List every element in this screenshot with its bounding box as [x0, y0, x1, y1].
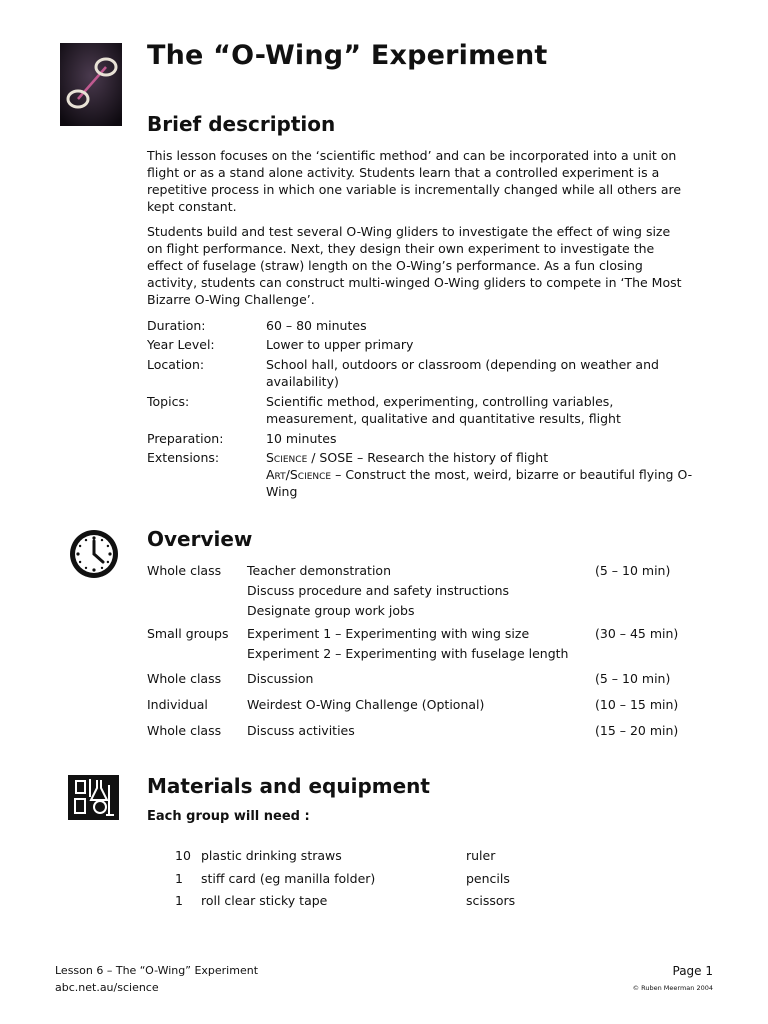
- page-title: The “O-Wing” Experiment: [147, 40, 548, 71]
- detail-label: Preparation:: [147, 431, 224, 446]
- overview-activity: Discussion: [247, 671, 314, 686]
- extension-line: [266, 450, 548, 465]
- detail-label: Year Level:: [147, 337, 215, 352]
- o-wing-photo-icon: [60, 43, 122, 126]
- overview-activity: Experiment 2 – Experimenting with fuselage length: [247, 646, 569, 661]
- footer-copyright: © Ruben Meerman 2004: [632, 984, 713, 992]
- material-other: scissors: [466, 893, 516, 908]
- material-item: plastic drinking straws: [201, 848, 342, 863]
- detail-label: Extensions:: [147, 450, 220, 465]
- overview-time: (5 – 10 min): [595, 671, 671, 686]
- overview-time: (10 – 15 min): [595, 697, 679, 712]
- overview-time: (5 – 10 min): [595, 563, 671, 578]
- material-item: stiff card (eg manilla folder): [201, 871, 376, 886]
- brief-heading: Brief description: [147, 112, 336, 136]
- extension-subject: Art/Science: [266, 467, 332, 482]
- detail-value: Scientific method, experimenting, controlling variables, measurement, qualitative and quantitative results, flight: [266, 394, 621, 426]
- extension-subject: Science / SOSE: [266, 450, 354, 465]
- footer-page-number: Page 1: [672, 964, 713, 978]
- overview-heading: Overview: [147, 527, 253, 551]
- detail-label: Topics:: [147, 394, 190, 409]
- detail-value: 10 minutes: [266, 431, 337, 446]
- material-other: pencils: [466, 871, 510, 886]
- overview-group: Whole class: [147, 563, 222, 578]
- material-qty: 10: [175, 848, 191, 863]
- detail-value: 60 – 80 minutes: [266, 318, 367, 333]
- overview-group: Individual: [147, 697, 208, 712]
- brief-paragraph-2: Students build and test several O-Wing gliders to investigate the effect of wing size on flight performance. Next, they design their own experiment to investigate the effect of fuselage (straw) length on the O-Wing’s performance. As a fun closing activity, students can construct multi-winged O-Wing gliders to compete in ‘The Most Bizarre O-Wing Challenge’.: [147, 224, 682, 307]
- clock-icon: [68, 528, 120, 580]
- overview-activity: Designate group work jobs: [247, 603, 415, 618]
- material-qty: 1: [175, 893, 183, 908]
- overview-group: Whole class: [147, 723, 222, 738]
- brief-paragraph-1: This lesson focuses on the ‘scientific method’ and can be incorporated into a unit on flight or as a stand alone activity. Students learn that a controlled experiment is a repetitive process in which one variable is incrementally changed while all others are kept constant.: [147, 148, 682, 214]
- overview-group: Small groups: [147, 626, 229, 641]
- overview-activity: Weirdest O-Wing Challenge (Optional): [247, 697, 485, 712]
- overview-group: Whole class: [147, 671, 222, 686]
- detail-label: Duration:: [147, 318, 206, 333]
- materials-heading: Materials and equipment: [147, 774, 430, 798]
- detail-label: Location:: [147, 357, 205, 372]
- overview-activity: Discuss activities: [247, 723, 355, 738]
- overview-time: (15 – 20 min): [595, 723, 679, 738]
- material-qty: 1: [175, 871, 183, 886]
- overview-time: (30 – 45 min): [595, 626, 679, 641]
- overview-activity: Teacher demonstration: [247, 563, 391, 578]
- extension-text: – Construct the most, weird, bizarre or beautiful flying O-Wing: [266, 467, 693, 499]
- detail-value: [266, 449, 706, 500]
- material-other: ruler: [466, 848, 496, 863]
- footer-lesson-title: Lesson 6 – The “O-Wing” Experiment: [55, 964, 259, 977]
- footer-website: abc.net.au/science: [55, 981, 159, 994]
- extension-text: – Research the history of flight: [353, 450, 549, 465]
- overview-activity: Experiment 1 – Experimenting with wing size: [247, 626, 530, 641]
- detail-value: School hall, outdoors or classroom (depending on weather and availability): [266, 357, 659, 389]
- lab-equipment-icon: [68, 775, 119, 820]
- overview-activity: Discuss procedure and safety instructions: [247, 583, 510, 598]
- detail-value: Lower to upper primary: [266, 337, 414, 352]
- material-item: roll clear sticky tape: [201, 893, 328, 908]
- materials-subheading: Each group will need :: [147, 809, 310, 824]
- extension-line: [266, 467, 692, 499]
